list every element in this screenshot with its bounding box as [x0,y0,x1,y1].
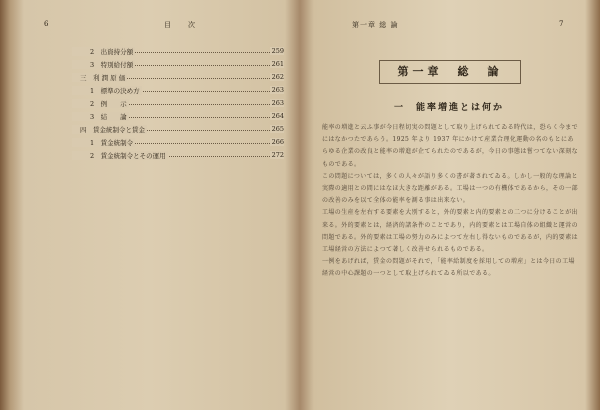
right-running-head: 第一章 総 論 [352,21,399,29]
toc-row [72,112,284,122]
toc-entry-label: 1 標準の決め方 [72,86,142,95]
toc-entry-label: 四 賃金統制令と賃金 [72,125,147,134]
toc-entry-label: 2 出資持分額 [72,47,135,56]
toc-entry-page: 263 [271,86,284,94]
paragraph: 工場の生産を左右する要素を大別すると，外的要素と内的要素との二つに分けることが出来る。外的要素とは，経済的諸条件のことであり，内的要素とは工場自体の組織と運営の問題である。外的要素は工場の努力のみによつて左右し得ないものであるが，内的要素は工場経営の方法によつて著しく改善せられるものである。 [322,209,579,254]
toc-entry-page: 264 [271,112,284,120]
paragraph: 能率の増進と云ふ事が今日程切実の問題として取り上げられてゐる時代は，恐らく今までにはなかつたであらう。1925 年より 1937 年にかけて産業合理化運動の名のもとにあらゆる企業の改良と能率の増進が企てられたのであるが，今日の事態は嘗つてない深刻なものである。 [322,124,579,168]
toc-entry-page: 265 [271,125,284,133]
toc-entry-label: 1 賃金統制令 [72,138,135,147]
right-page-number: 7 [559,20,565,28]
toc-row [72,125,284,135]
toc-entry-label: 2 例 示 [72,99,129,108]
toc-entry-page: 259 [271,47,284,55]
toc-row [72,47,284,57]
toc-entry-label: 3 結 論 [72,112,129,121]
toc-row [72,60,284,70]
toc-row [72,86,284,96]
toc-entry-label: 3 特別給付額 [72,60,135,69]
toc-entry-label: 2 賃金統制令とその運用 [72,151,168,160]
toc-entry-page: 263 [271,99,284,107]
toc-entry-page: 272 [271,151,284,159]
toc-row [72,151,284,161]
chapter-title: 第一章 総 論 [379,60,521,84]
toc-row [72,99,284,109]
left-page-number: 6 [44,20,50,28]
toc-row [72,73,284,83]
toc-entry-page: 261 [271,60,284,68]
left-page [14,0,298,410]
toc-entry-page: 262 [271,73,284,81]
toc-entry-page: 266 [271,138,284,146]
paragraph: この問題については，多くの人々が語り多くの書が著されてゐる。しかし一般的な理論と実際の適用との間にはなほ大きな距離がある。工場は一つの有機体であるから，その一部の改善のみを以て全体の能率を測る事は出来ない。 [322,172,579,205]
body-text [322,122,580,281]
toc-entry-label: 三 利 潤 原 価 [72,73,127,82]
right-page [304,0,594,410]
left-running-head: 目 次 [164,21,196,29]
toc-row [72,138,284,148]
section-title: 一 能率増進とは何か [393,103,504,113]
paragraph: 一例をあげれば，賃金の問題がそれで，「能率給制度を採用しての増産」とは今日の工場経営の中心課題の一つとして取上げられてゐる所以である。 [322,258,575,278]
